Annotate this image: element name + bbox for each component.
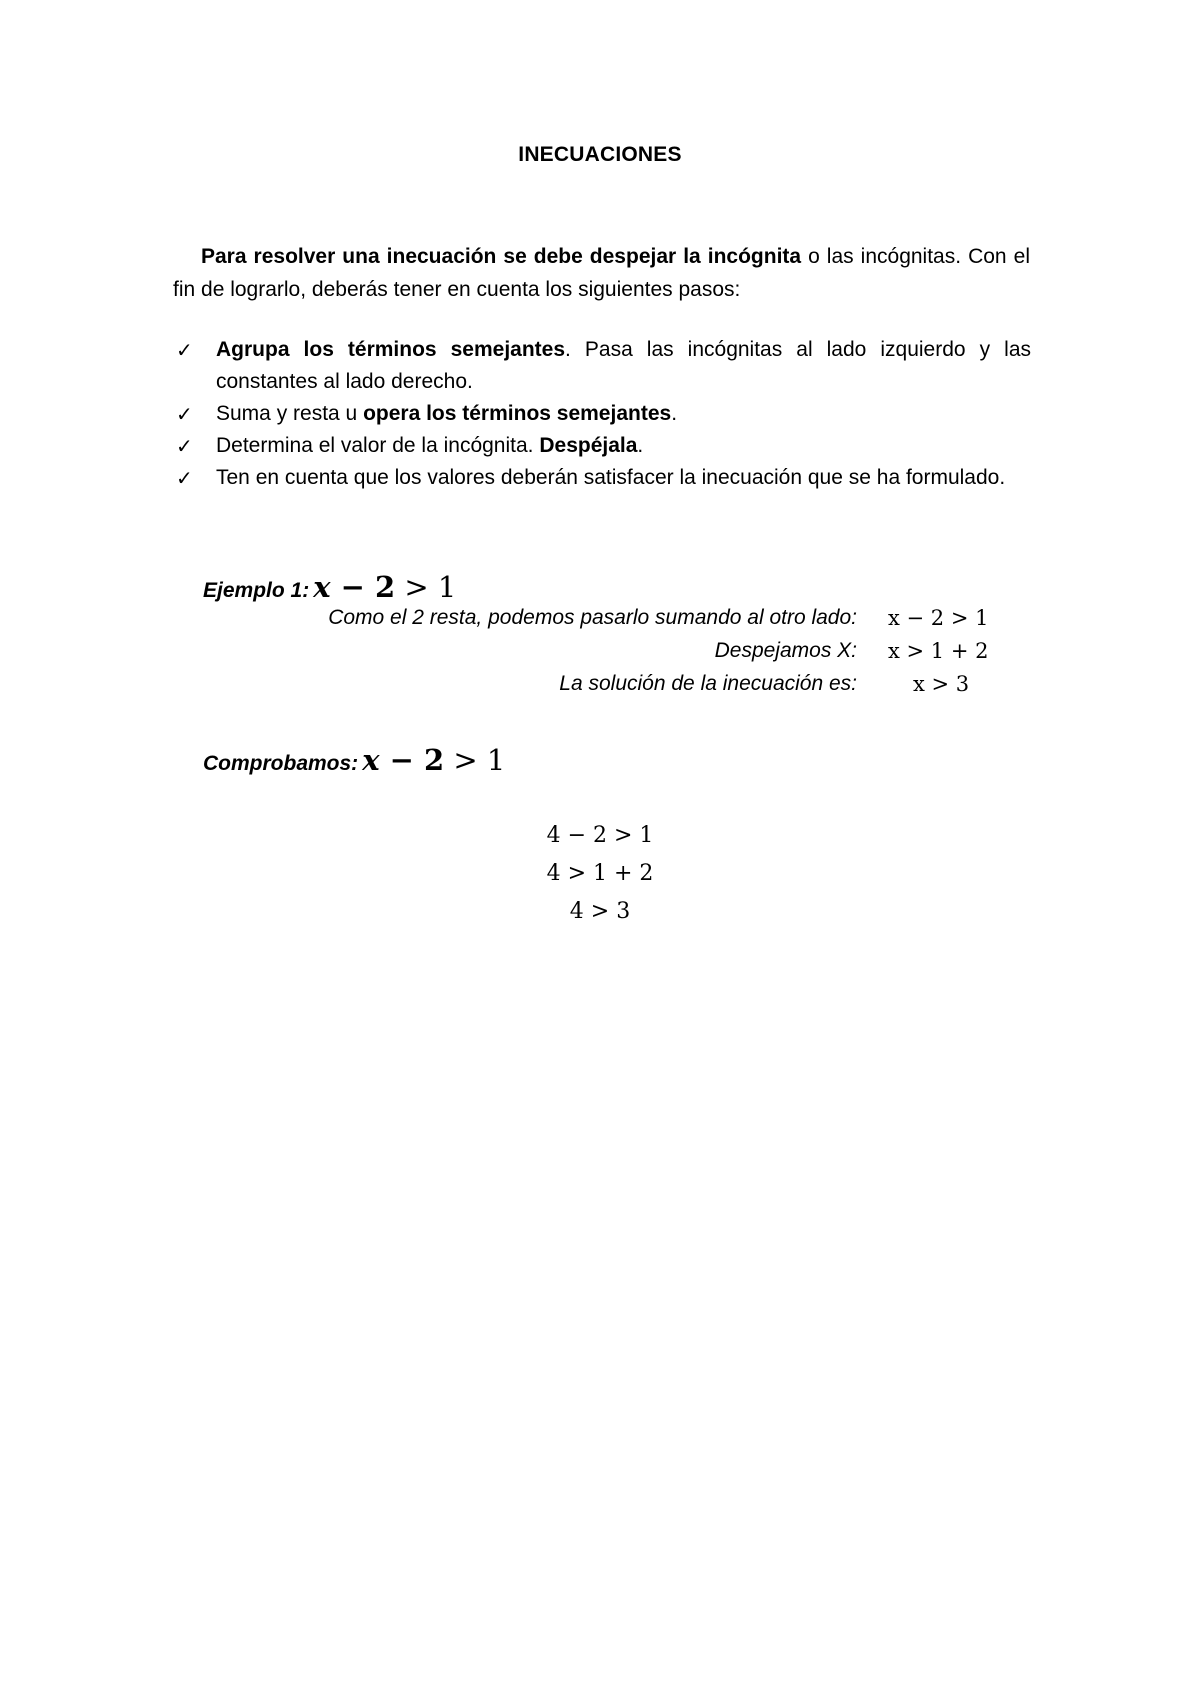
step-text: Suma y resta u xyxy=(216,402,364,425)
intro-paragraph xyxy=(173,240,1030,306)
step-bold: opera los términos semejantes xyxy=(363,402,672,425)
equation-rest: > 1 xyxy=(444,743,506,777)
example-equation xyxy=(313,570,456,604)
solution-row-label: La solución de la inecuación es: xyxy=(559,672,857,695)
page-title: INECUACIONES xyxy=(518,143,682,166)
verification-lines xyxy=(0,817,1200,931)
checkmark-icon: ✓ xyxy=(176,338,193,362)
checkmark-icon: ✓ xyxy=(176,434,193,458)
step-text: . Pasa las incógnitas al lado izquierdo y las constantes al lado derecho. xyxy=(216,338,1031,393)
verification-line: 4 − 2 > 1 xyxy=(546,823,654,848)
list-item xyxy=(176,334,1031,398)
solution-steps xyxy=(0,606,1200,705)
equation-number: 2 xyxy=(375,570,396,604)
intro-bold-text: Para resolver una inecuación se debe despejar la incógnita xyxy=(201,245,802,268)
step-text: . xyxy=(671,402,678,425)
step-text: Determina el valor de la incógnita. xyxy=(216,434,540,457)
solution-row-expression: x > 3 xyxy=(913,672,970,696)
intro-text: o las incógnitas. Con el fin de lograrlo, deberás tener en cuenta los siguientes pasos: xyxy=(173,245,1030,301)
example-heading xyxy=(203,570,456,604)
solution-row xyxy=(0,672,1200,705)
equation-rest: > 1 xyxy=(395,570,457,604)
list-item xyxy=(176,430,1031,462)
solution-row-expression: x − 2 > 1 xyxy=(888,606,989,630)
step-bold: Agrupa los términos semejantes xyxy=(216,338,566,361)
step-text: . xyxy=(637,434,644,457)
verification-line: 4 > 1 + 2 xyxy=(546,861,654,886)
equation-operator: − xyxy=(330,570,375,604)
solution-row xyxy=(0,606,1200,639)
equation-variable: x xyxy=(313,570,331,604)
solution-row xyxy=(0,639,1200,672)
step-bold: Despéjala xyxy=(539,434,638,457)
checkmark-icon: ✓ xyxy=(176,402,193,426)
solution-row-label: Despejamos X: xyxy=(714,639,857,662)
verification-line: 4 > 3 xyxy=(569,899,631,924)
equation-number: 2 xyxy=(423,743,445,777)
equation-operator: − xyxy=(379,743,424,777)
verify-label: Comprobamos: xyxy=(203,752,359,775)
verify-heading xyxy=(203,743,505,777)
solution-row-expression: x > 1 + 2 xyxy=(888,639,989,663)
step-text: Ten en cuenta que los valores deberán satisfacer la inecuación que se ha formulado. xyxy=(216,466,1006,489)
verify-equation xyxy=(362,743,505,777)
solution-row-label: Como el 2 resta, podemos pasarlo sumando al otro lado: xyxy=(328,606,857,629)
equation-variable: x xyxy=(362,743,380,777)
checkmark-icon: ✓ xyxy=(176,466,193,490)
list-item xyxy=(176,462,1031,494)
list-item xyxy=(176,398,1031,430)
steps-list xyxy=(176,334,1031,494)
example-label: Ejemplo 1: xyxy=(203,579,310,602)
